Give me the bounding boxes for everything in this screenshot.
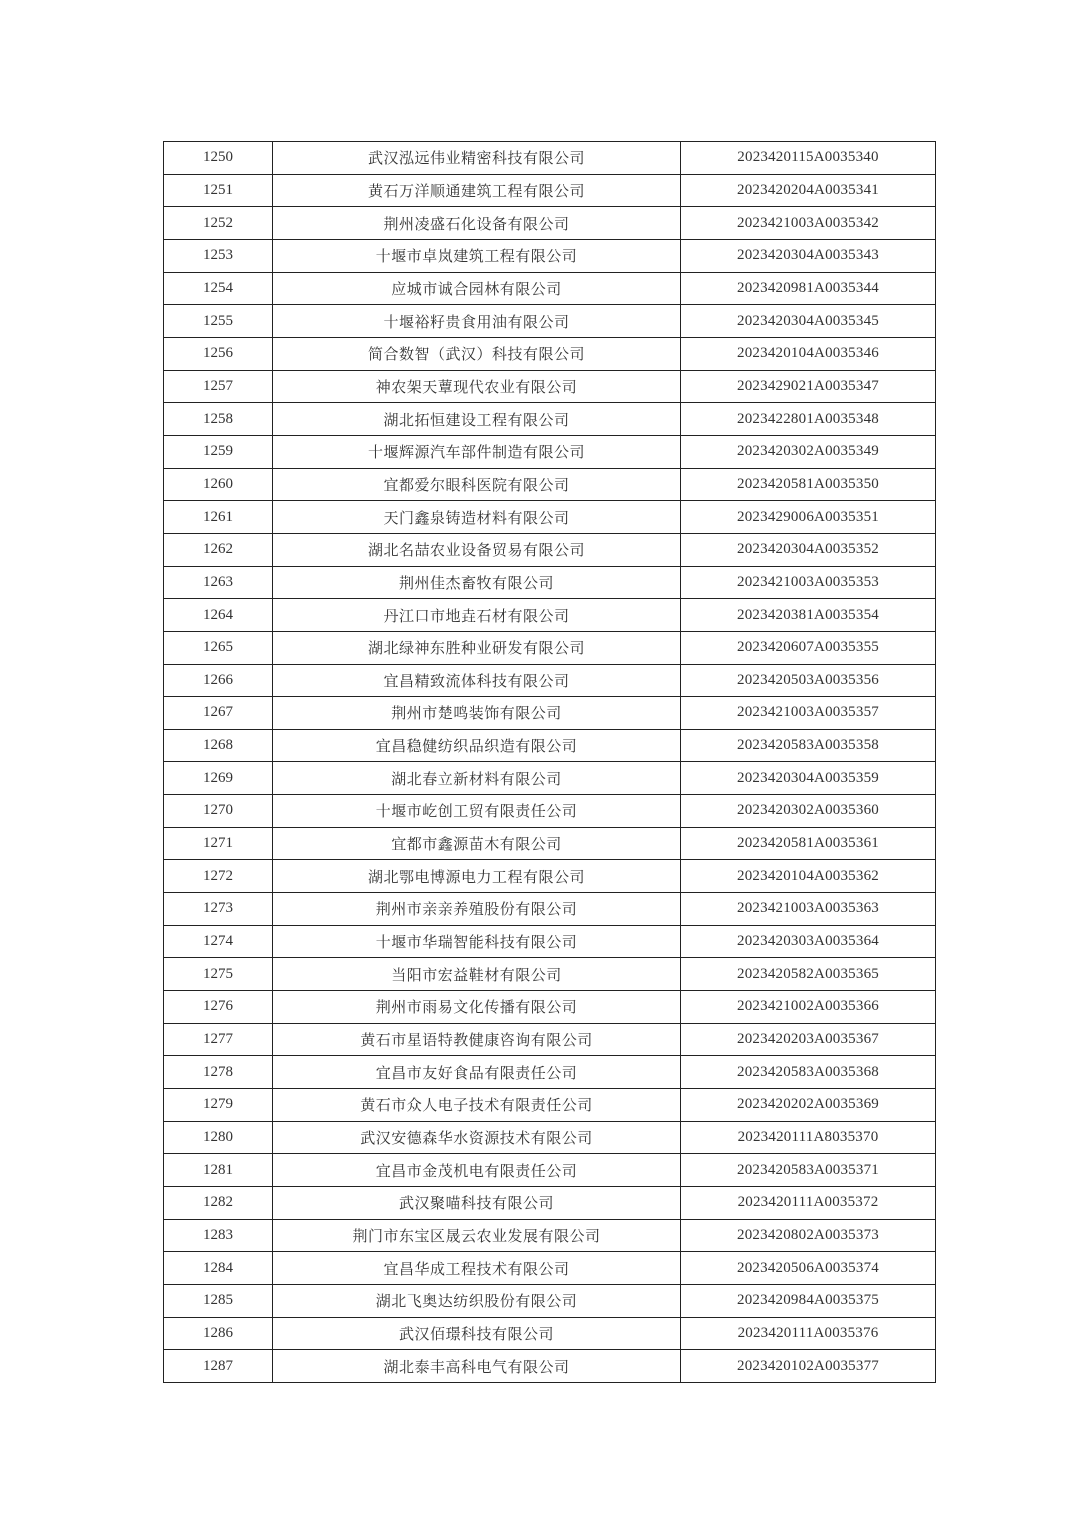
row-number-cell: 1275 xyxy=(164,958,273,991)
table-row xyxy=(164,958,936,991)
row-number-cell: 1272 xyxy=(164,860,273,893)
company-name-cell: 宜昌市友好食品有限责任公司 xyxy=(273,1056,681,1089)
table-row xyxy=(164,272,936,305)
registration-code-cell: 2023420104A0035346 xyxy=(681,337,936,370)
table-row xyxy=(164,697,936,730)
row-number-cell: 1287 xyxy=(164,1350,273,1383)
table-row xyxy=(164,435,936,468)
row-number-cell: 1261 xyxy=(164,501,273,534)
company-name-cell: 武汉泓远伟业精密科技有限公司 xyxy=(273,142,681,175)
row-number-cell: 1271 xyxy=(164,827,273,860)
table-row xyxy=(164,991,936,1024)
registration-code-cell: 2023420802A0035373 xyxy=(681,1219,936,1252)
table-row xyxy=(164,501,936,534)
registration-code-cell: 2023420302A0035360 xyxy=(681,795,936,828)
company-name-cell: 宜昌稳健纺织品织造有限公司 xyxy=(273,729,681,762)
table-row xyxy=(164,664,936,697)
row-number-cell: 1269 xyxy=(164,762,273,795)
table-row xyxy=(164,795,936,828)
company-name-cell: 黄石万洋顺通建筑工程有限公司 xyxy=(273,174,681,207)
registration-code-cell: 2023420503A0035356 xyxy=(681,664,936,697)
row-number-cell: 1280 xyxy=(164,1121,273,1154)
registration-code-cell: 2023420111A8035370 xyxy=(681,1121,936,1154)
company-name-cell: 荆州凌盛石化设备有限公司 xyxy=(273,207,681,240)
row-number-cell: 1255 xyxy=(164,305,273,338)
company-name-cell: 湖北鄂电博源电力工程有限公司 xyxy=(273,860,681,893)
table-row xyxy=(164,239,936,272)
company-name-cell: 荆州市楚鸣装饰有限公司 xyxy=(273,697,681,730)
registration-code-cell: 2023420381A0035354 xyxy=(681,599,936,632)
registration-code-cell: 2023420111A0035376 xyxy=(681,1317,936,1350)
table-row xyxy=(164,631,936,664)
row-number-cell: 1257 xyxy=(164,370,273,403)
company-name-cell: 荆州佳杰畜牧有限公司 xyxy=(273,566,681,599)
company-name-cell: 黄石市星语特教健康咨询有限公司 xyxy=(273,1023,681,1056)
company-name-cell: 荆州市亲亲养殖股份有限公司 xyxy=(273,893,681,926)
company-name-cell: 湖北名喆农业设备贸易有限公司 xyxy=(273,533,681,566)
row-number-cell: 1270 xyxy=(164,795,273,828)
row-number-cell: 1251 xyxy=(164,174,273,207)
table-row xyxy=(164,1121,936,1154)
table-row xyxy=(164,893,936,926)
company-list-table xyxy=(163,141,936,1383)
company-name-cell: 湖北飞奥达纺织股份有限公司 xyxy=(273,1284,681,1317)
registration-code-cell: 2023420607A0035355 xyxy=(681,631,936,664)
company-name-cell: 武汉安德森华水资源技术有限公司 xyxy=(273,1121,681,1154)
table-row xyxy=(164,566,936,599)
table-row xyxy=(164,729,936,762)
registration-code-cell: 2023420583A0035358 xyxy=(681,729,936,762)
table-row xyxy=(164,468,936,501)
company-name-cell: 十堰市屹创工贸有限责任公司 xyxy=(273,795,681,828)
company-name-cell: 黄石市众人电子技术有限责任公司 xyxy=(273,1089,681,1122)
row-number-cell: 1274 xyxy=(164,925,273,958)
table-row xyxy=(164,305,936,338)
registration-code-cell: 2023421003A0035353 xyxy=(681,566,936,599)
company-name-cell: 宜昌华成工程技术有限公司 xyxy=(273,1252,681,1285)
row-number-cell: 1260 xyxy=(164,468,273,501)
registration-code-cell: 2023420582A0035365 xyxy=(681,958,936,991)
table-row xyxy=(164,533,936,566)
row-number-cell: 1279 xyxy=(164,1089,273,1122)
registration-code-cell: 2023421003A0035363 xyxy=(681,893,936,926)
table-row xyxy=(164,599,936,632)
company-name-cell: 湖北拓恒建设工程有限公司 xyxy=(273,403,681,436)
registration-code-cell: 2023420304A0035352 xyxy=(681,533,936,566)
registration-code-cell: 2023421003A0035342 xyxy=(681,207,936,240)
registration-code-cell: 2023421002A0035366 xyxy=(681,991,936,1024)
table-row xyxy=(164,860,936,893)
row-number-cell: 1264 xyxy=(164,599,273,632)
row-number-cell: 1285 xyxy=(164,1284,273,1317)
row-number-cell: 1250 xyxy=(164,142,273,175)
table-row xyxy=(164,1317,936,1350)
registration-code-cell: 2023420203A0035367 xyxy=(681,1023,936,1056)
registration-code-cell: 2023429006A0035351 xyxy=(681,501,936,534)
registration-code-cell: 2023420506A0035374 xyxy=(681,1252,936,1285)
row-number-cell: 1286 xyxy=(164,1317,273,1350)
company-name-cell: 武汉聚喵科技有限公司 xyxy=(273,1187,681,1220)
company-name-cell: 宜都爱尔眼科医院有限公司 xyxy=(273,468,681,501)
table-row xyxy=(164,337,936,370)
row-number-cell: 1276 xyxy=(164,991,273,1024)
company-name-cell: 十堰市卓岚建筑工程有限公司 xyxy=(273,239,681,272)
row-number-cell: 1254 xyxy=(164,272,273,305)
row-number-cell: 1265 xyxy=(164,631,273,664)
registration-code-cell: 2023420302A0035349 xyxy=(681,435,936,468)
registration-code-cell: 2023420583A0035368 xyxy=(681,1056,936,1089)
table-row xyxy=(164,827,936,860)
company-name-cell: 神农架天蕈现代农业有限公司 xyxy=(273,370,681,403)
registration-code-cell: 2023420304A0035343 xyxy=(681,239,936,272)
row-number-cell: 1273 xyxy=(164,893,273,926)
row-number-cell: 1266 xyxy=(164,664,273,697)
table-row xyxy=(164,1219,936,1252)
table-row xyxy=(164,370,936,403)
company-name-cell: 宜昌精致流体科技有限公司 xyxy=(273,664,681,697)
row-number-cell: 1258 xyxy=(164,403,273,436)
table-row xyxy=(164,1089,936,1122)
registration-code-cell: 2023429021A0035347 xyxy=(681,370,936,403)
registration-code-cell: 2023420111A0035372 xyxy=(681,1187,936,1220)
company-name-cell: 简合数智（武汉）科技有限公司 xyxy=(273,337,681,370)
row-number-cell: 1282 xyxy=(164,1187,273,1220)
company-name-cell: 十堰辉源汽车部件制造有限公司 xyxy=(273,435,681,468)
row-number-cell: 1281 xyxy=(164,1154,273,1187)
registration-code-cell: 2023420581A0035361 xyxy=(681,827,936,860)
registration-code-cell: 2023420304A0035345 xyxy=(681,305,936,338)
table-row xyxy=(164,1252,936,1285)
registration-code-cell: 2023420104A0035362 xyxy=(681,860,936,893)
company-name-cell: 宜都市鑫源苗木有限公司 xyxy=(273,827,681,860)
table-row xyxy=(164,762,936,795)
table-row xyxy=(164,1023,936,1056)
row-number-cell: 1267 xyxy=(164,697,273,730)
registration-code-cell: 2023421003A0035357 xyxy=(681,697,936,730)
registration-code-cell: 2023420204A0035341 xyxy=(681,174,936,207)
company-name-cell: 湖北春立新材料有限公司 xyxy=(273,762,681,795)
row-number-cell: 1284 xyxy=(164,1252,273,1285)
row-number-cell: 1256 xyxy=(164,337,273,370)
registration-code-cell: 2023420583A0035371 xyxy=(681,1154,936,1187)
table-body xyxy=(164,142,936,1383)
registration-code-cell: 2023420303A0035364 xyxy=(681,925,936,958)
row-number-cell: 1263 xyxy=(164,566,273,599)
company-name-cell: 宜昌市金茂机电有限责任公司 xyxy=(273,1154,681,1187)
table-row xyxy=(164,174,936,207)
table-row xyxy=(164,1187,936,1220)
registration-code-cell: 2023420581A0035350 xyxy=(681,468,936,501)
table-row xyxy=(164,1284,936,1317)
table-row xyxy=(164,1154,936,1187)
table-row xyxy=(164,925,936,958)
registration-code-cell: 2023422801A0035348 xyxy=(681,403,936,436)
row-number-cell: 1283 xyxy=(164,1219,273,1252)
company-name-cell: 武汉佰璟科技有限公司 xyxy=(273,1317,681,1350)
row-number-cell: 1268 xyxy=(164,729,273,762)
row-number-cell: 1262 xyxy=(164,533,273,566)
row-number-cell: 1252 xyxy=(164,207,273,240)
table-row xyxy=(164,1350,936,1383)
registration-code-cell: 2023420102A0035377 xyxy=(681,1350,936,1383)
table-row xyxy=(164,207,936,240)
company-name-cell: 荆州市雨易文化传播有限公司 xyxy=(273,991,681,1024)
registration-code-cell: 2023420202A0035369 xyxy=(681,1089,936,1122)
company-name-cell: 应城市诚合园林有限公司 xyxy=(273,272,681,305)
row-number-cell: 1253 xyxy=(164,239,273,272)
company-name-cell: 十堰裕籽贵食用油有限公司 xyxy=(273,305,681,338)
row-number-cell: 1259 xyxy=(164,435,273,468)
table-row xyxy=(164,142,936,175)
company-name-cell: 十堰市华瑞智能科技有限公司 xyxy=(273,925,681,958)
company-name-cell: 湖北绿神东胜种业研发有限公司 xyxy=(273,631,681,664)
company-name-cell: 湖北泰丰高科电气有限公司 xyxy=(273,1350,681,1383)
table-row xyxy=(164,403,936,436)
row-number-cell: 1278 xyxy=(164,1056,273,1089)
registration-code-cell: 2023420981A0035344 xyxy=(681,272,936,305)
company-name-cell: 荆门市东宝区晟云农业发展有限公司 xyxy=(273,1219,681,1252)
company-name-cell: 丹江口市地垚石材有限公司 xyxy=(273,599,681,632)
registration-code-cell: 2023420115A0035340 xyxy=(681,142,936,175)
table-row xyxy=(164,1056,936,1089)
company-name-cell: 天门鑫泉铸造材料有限公司 xyxy=(273,501,681,534)
company-name-cell: 当阳市宏益鞋材有限公司 xyxy=(273,958,681,991)
registration-code-cell: 2023420984A0035375 xyxy=(681,1284,936,1317)
registration-code-cell: 2023420304A0035359 xyxy=(681,762,936,795)
row-number-cell: 1277 xyxy=(164,1023,273,1056)
